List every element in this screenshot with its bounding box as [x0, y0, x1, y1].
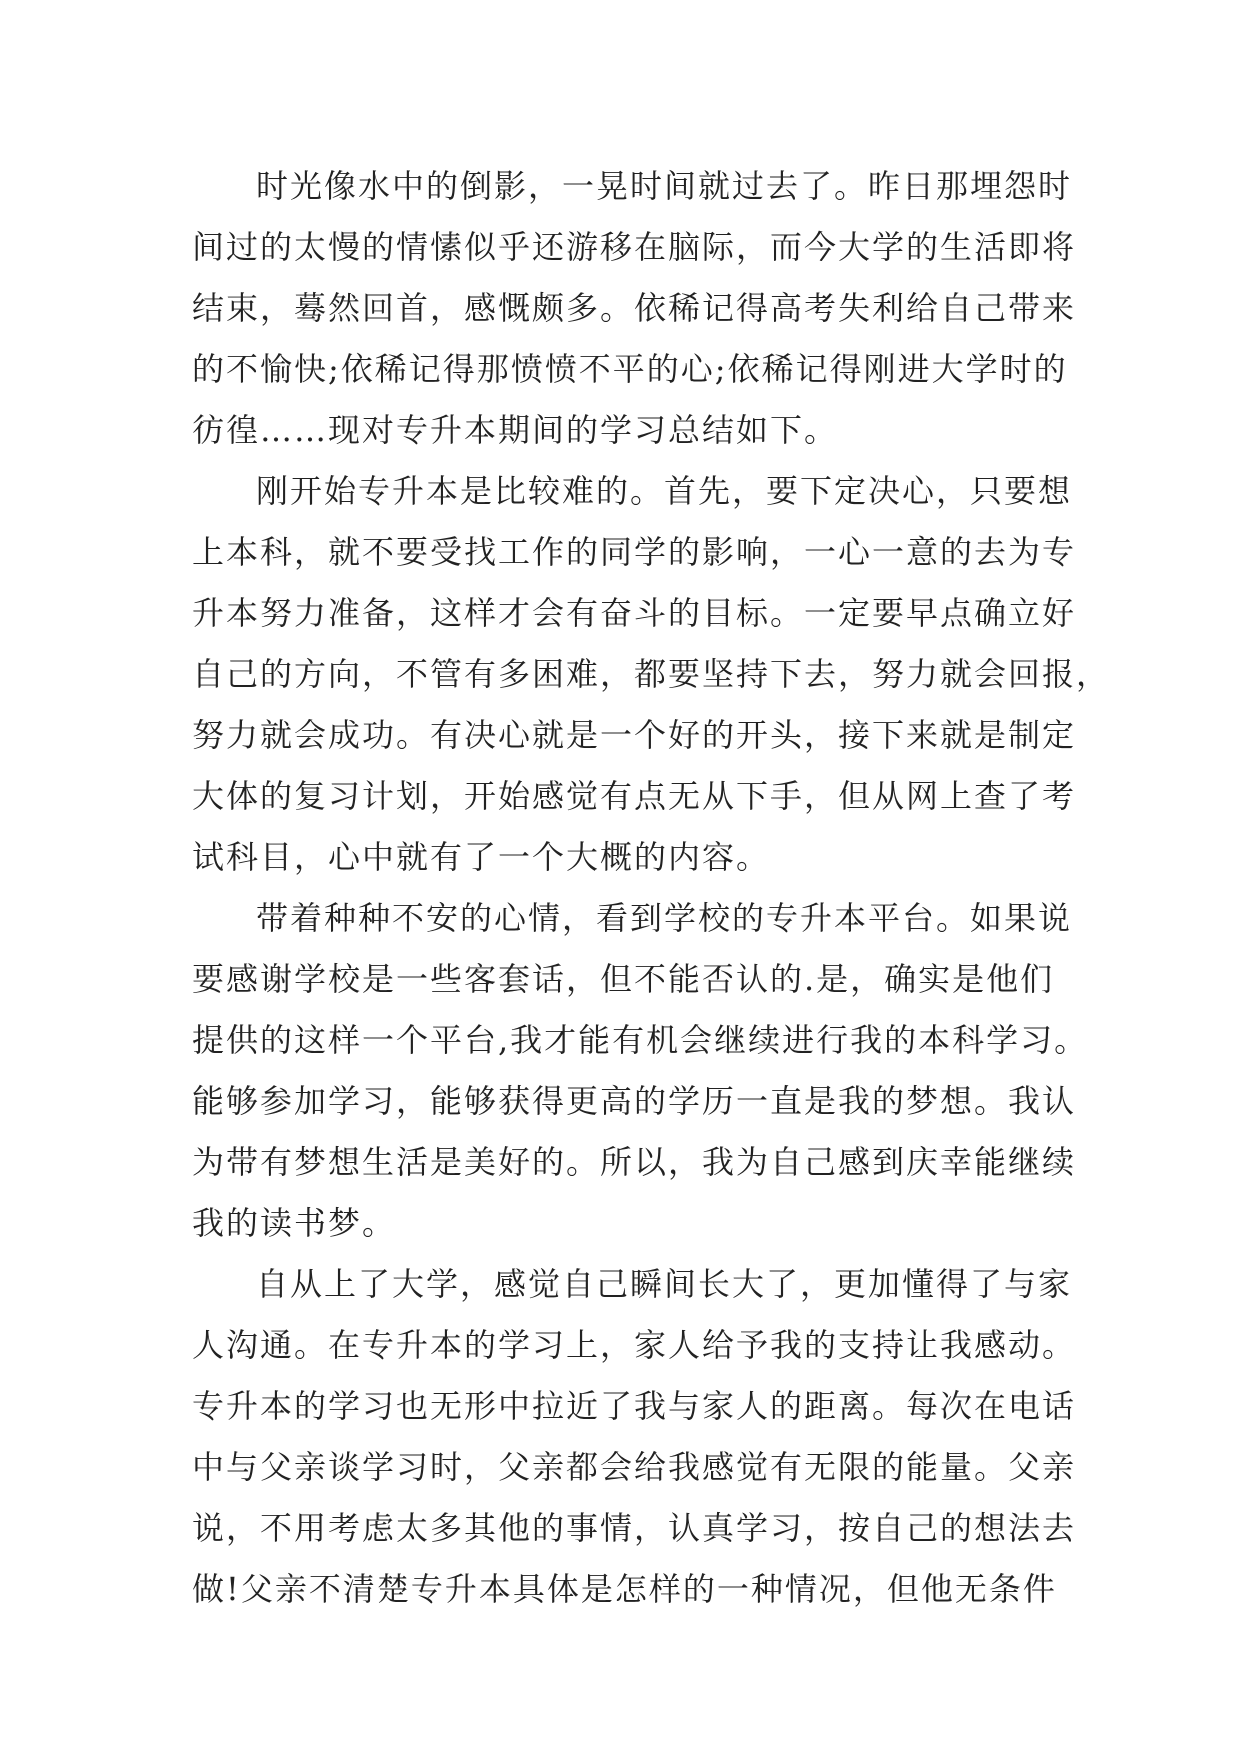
- paragraph-1: [192, 156, 1077, 461]
- text-line: 彷徨……现对专升本期间的学习总结如下。: [192, 411, 839, 449]
- paragraph-2: [192, 461, 1111, 888]
- text-line: 自从上了大学，感觉自己瞬间长大了，更加懂得了与家: [256, 1265, 1073, 1303]
- text-line: 带着种种不安的心情，看到学校的专升本平台。如果说: [256, 899, 1073, 937]
- text-line: 升本努力准备，这样才会有奋斗的目标。一定要早点确立好: [192, 594, 1077, 632]
- text-line: 努力就会成功。有决心就是一个好的开头，接下来就是制定: [192, 716, 1077, 754]
- text-line: 大体的复习计划，开始感觉有点无从下手，但从网上查了考: [192, 777, 1077, 815]
- text-line: 中与父亲谈学习时，父亲都会给我感觉有无限的能量。父亲: [192, 1448, 1077, 1486]
- body-text: [192, 156, 1111, 1620]
- text-line: 做!父亲不清楚专升本具体是怎样的一种情况，但他无条件: [192, 1570, 1057, 1608]
- paragraph-4: [192, 1254, 1077, 1620]
- text-line: 结束，蓦然回首，感慨颇多。依稀记得高考失利给自己带来: [192, 289, 1077, 327]
- text-line: 间过的太慢的情愫似乎还游移在脑际，而今大学的生活即将: [192, 228, 1077, 266]
- text-line: 提供的这样一个平台,我才能有机会继续进行我的本科学习。: [192, 1021, 1089, 1059]
- text-line: 时光像水中的倒影，一晃时间就过去了。昨日那埋怨时: [256, 167, 1073, 205]
- text-line: 为带有梦想生活是美好的。所以，我为自己感到庆幸能继续: [192, 1143, 1077, 1181]
- text-line: 专升本的学习也无形中拉近了我与家人的距离。每次在电话: [192, 1387, 1077, 1425]
- text-line: 能够参加学习，能够获得更高的学历一直是我的梦想。我认: [192, 1082, 1077, 1120]
- text-line: 要感谢学校是一些客套话，但不能否认的.是，确实是他们: [192, 960, 1055, 998]
- text-line: 自己的方向，不管有多困难，都要坚持下去，努力就会回报，: [192, 655, 1111, 693]
- text-line: 上本科，就不要受找工作的同学的影响，一心一意的去为专: [192, 533, 1077, 571]
- text-line: 的不愉快;依稀记得那愤愤不平的心;依稀记得刚进大学时的: [192, 350, 1068, 388]
- text-line: 刚开始专升本是比较难的。首先，要下定决心，只要想: [256, 472, 1073, 510]
- text-line: 试科目，心中就有了一个大概的内容。: [192, 838, 771, 876]
- text-line: 说，不用考虑太多其他的事情，认真学习，按自己的想法去: [192, 1509, 1077, 1547]
- paragraph-3: [192, 888, 1089, 1254]
- text-line: 人沟通。在专升本的学习上，家人给予我的支持让我感动。: [192, 1326, 1077, 1364]
- text-line: 我的读书梦。: [192, 1204, 397, 1242]
